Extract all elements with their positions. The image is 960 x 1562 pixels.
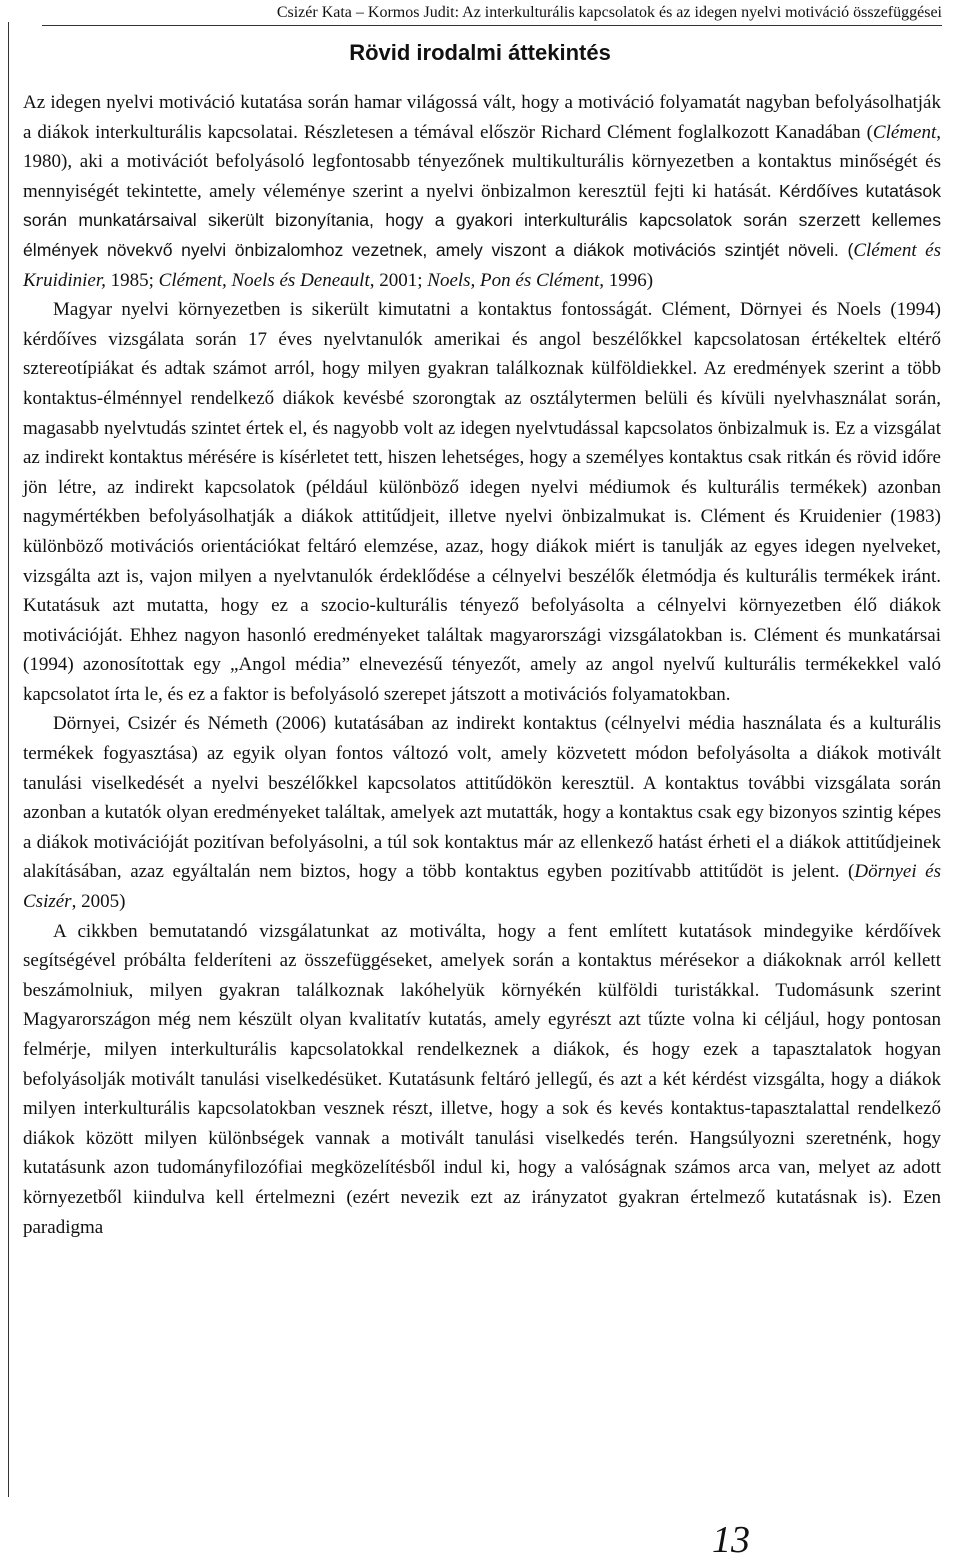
body-text	[23, 88, 941, 1242]
citation-3-year: 1996)	[604, 269, 654, 291]
paragraph-1	[23, 88, 941, 295]
citation-1: Clément és Kruidinier,	[23, 239, 941, 291]
citation-clement-1980: Clément	[872, 121, 937, 143]
p1-sentence-3: Kérdőíves kutatások során munkatársaival sikerült bizonyítania, hogy a gyakori interkulturális kapcsolatok során szerzett kellemes élmények növekvő nyelvi önbizalomhoz vezetnek, amely viszont a diákok motivációs szintjét növeli. (	[23, 180, 941, 260]
margin-rule	[8, 22, 9, 1497]
page-number: 13	[712, 1519, 750, 1561]
p3-text: Dörnyei, Csizér és Németh (2006) kutatásában az indirekt kontaktus (célnyelvi média használata és a kulturális termékek fogyasztása) az egyik olyan fontos változó volt, amely közvetett módon befolyásolta a diákok motivált tanulási viselkedését a nyelvi beszélőkkel kapcsolatos attitűdökön keresztül. A kontaktus további vizsgálata során azonban a kutatók olyan eredményeket találtak, amelyek azt mutatták, hogy a kontaktus csak egy bizonyos szintig képes a diákok motivációját pozitívan befolyásolni, a túl sok kontaktus már az ellenkező hatást érheti el a diákok attitűdjeinek alakításában, azaz egyáltalán nem biztos, hogy a több kontaktus egyben pozitívabb attitűdöt is jelent. (	[23, 713, 941, 883]
paragraph-4: A cikkben bemutatandó vizsgálatunkat az motiválta, hogy a fent említett kutatások mindegyike kérdőívek segítségével próbálta felderíteni az összefüggéseket, amelyek során a kontaktus mérésekor a diákoknak arról kellett beszámolniuk, milyen gyakran találkoznak lakóhelyük környékén külföldi turistákkal. Tudomásunk szerint Magyarországon még nem készült olyan kvalitatív kutatás, amely egyrészt azt tűzte volna ki céljául, hogy pontosan felmérje, milyen interkulturális kapcsolatokkal rendelkeznek a diákok, és hogy ezek a tapasztalatok hogyan befolyásolják motivált tanulási viselkedésüket. Kutatásunk feltáró jellegű, és azt a két kérdést vizsgálta, hogy a diákok milyen interkulturális kapcsolatokban vesznek részt, illetve, hogy a sok és kevés kontaktus-tapasztalattal rendelkező diákok között milyen különbségek vannak a motivált tanulási viselkedés terén. Hangsúlyozni szeretnénk, hogy kutatásunk azon tudományfilozófiai megközelítésből indul ki, hogy a valóságnak számos arca van, melyet az adott környezetből kiindulva kell értelmezni (ezért nevezik ezt az irányzatot gyakran értelmező kutatásnak is). Ezen paradigma	[23, 920, 941, 1238]
citation-1-year: 1985;	[105, 269, 159, 291]
citation-2-year: , 2001;	[369, 269, 428, 291]
paragraph-3	[23, 709, 941, 916]
section-title: Rövid irodalmi áttekintés	[349, 40, 611, 65]
citation-dornyei-csizer-year: , 2005)	[71, 891, 126, 913]
paragraph-2: Magyar nyelvi környezetben is sikerült kimutatni a kontaktus fontosságát. Clément, Dörnyei és Noels (1994) kérdőíves vizsgálata során 17 éves nyelvtanulók amerikai és angol beszélőkkel kapcsolatosan értékeltek eltérő sztereotípiákat és adtak számot arról, hogy milyen gyakran találkoznak külföldiekkel. Az eredmények szerint a több kontaktus-élménnyel rendelkező diákok kevésbé szorongtak az osztálytermen belüli és kívüli nyelvhasználat során, magasabb nyelvtudás szintet értek el, és nagyobb volt az idegen nyelvtudással kapcsolatos önbizalmuk is. Ez a vizsgálat az indirekt kontaktus mérésére is kísérletet tett, hiszen lehetséges, hogy a személyes kontaktus csak ritkán és rövid időre jön létre, az indirekt kapcsolatok (például különböző idegen nyelvi médiumok és kulturális termékek) azonban nagymértékben befolyásolhatják a diákok attitűdjeit, illetve nyelvi önbizalmukat is. Clément és Kruidenier (1983) különböző motivációs orientációkat feltáró elemzése, azaz, hogy diákok miért is tanulják az egyes idegen nyelveket, vizsgálta azt is, vajon milyen a nyelvtanulók érdeklődése a célnyelvi beszélők életmódja és kulturális termékek iránt. Kutatásuk azt mutatta, hogy ez a szocio-kulturális tényező befolyásolta a célnyelvi környezetben élő diákok motivációját. Ehhez nagyon hasonló eredményeket találtak magyarországi vizsgálatokban is. Clément és munkatársai (1994) azonosítottak egy „Angol média” elnevezésű tényezőt, amely az angol nyelvű kulturális termékekkel való kapcsolatot írta le, és ez a faktor is befolyásoló szerepet játszott a motivációs folyamatokban.	[23, 299, 941, 705]
citation-3: Noels, Pon és Clément,	[427, 269, 605, 291]
citation-dornyei-csizer: Dörnyei és Csizér	[23, 861, 941, 913]
p1-sentence-2b: , 1980), aki a motivációt befolyásoló legfontosabb tényezőnek multikulturális környezetben a kontaktus minőségét és mennyiségét tekintette, amely véleménye szerint a nyelvi önbizalmon keresztül fejti ki hatását.	[23, 121, 941, 202]
p1-sentence-2a: Részletesen a témával először Richard Clément foglalkozott Kanadában (	[297, 121, 873, 143]
p1-sentence-1: Az idegen nyelvi motiváció kutatása során hamar világossá vált, hogy a motiváció folyamatát nagyban befolyásolhatják a diákok interkulturális kapcsolatai.	[23, 92, 941, 143]
citation-2: Clément, Noels és Deneault	[158, 269, 370, 291]
running-head: Csizér Kata – Kormos Judit: Az interkulturális kapcsolatok és az idegen nyelvi motiváció összefüggései	[42, 4, 942, 26]
